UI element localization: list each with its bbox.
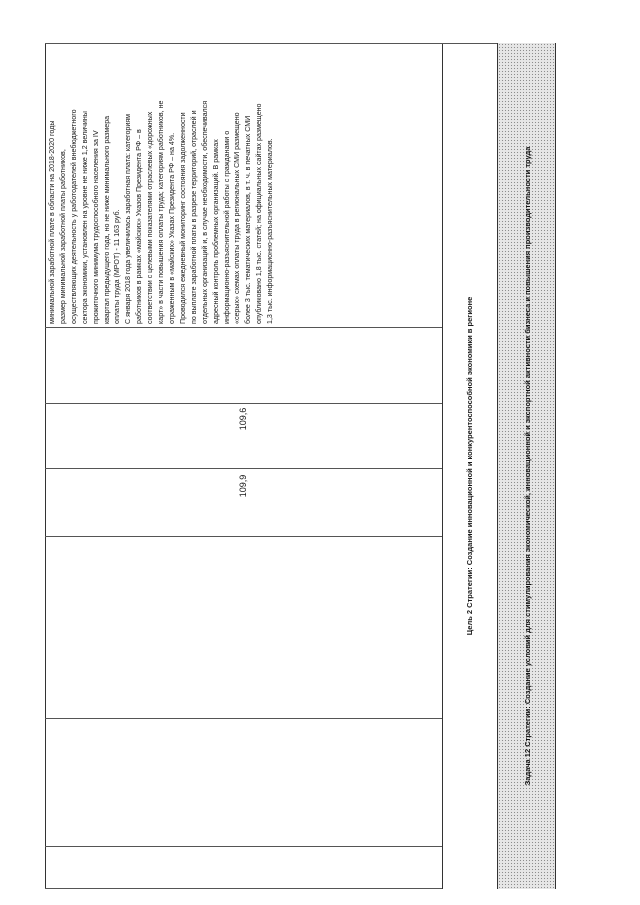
strategy-task-row (497, 43, 556, 889)
strategy-goal-text: Цель 2 Стратегии: Создание инновационной и конкурентоспособной экономики в регионе (465, 296, 474, 636)
column-divider (45, 888, 442, 889)
value-cell-2: 109,6 (238, 407, 248, 431)
strategy-goal-row (442, 43, 497, 889)
column-divider (45, 718, 442, 719)
rotated-table-page (45, 43, 556, 889)
column-divider (45, 846, 442, 847)
column-divider (45, 536, 442, 537)
value-cell-1: 109,9 (238, 474, 248, 498)
table-top-border (45, 43, 46, 889)
strategy-task-text: Задача 12 Стратегии: Создание условий для стимулирования экономической, инновационной и экспортной активности бизнеса и повышения производительности труда (523, 146, 532, 786)
measures-description: минимальной заработной плате в области на 2018-2020 годы размер минимальной заработной платы работников, осуществляющих деятельность у работодателей внебюджетного сектора экономики, установлен на уровне не ниже 1,2 величины прожиточного минимума трудоспособного населения за IV квартал предыдущего года, но не ниже минимального размера оплаты труда (МРОТ) - 11 163 руб. С января 2018 года увеличилась заработная плата: категориям работников в рамках «майских» Указов Президента РФ – в соответствии с целевыми показателями отраслевых «дорожных карт» в части повышения оплаты труда; категориям работников, не отраженным в «майских» Указах Президента РФ – на 4%. Проводился ежедневный мониторинг состояния задолженности по выплате заработной платы в разрезе территорий, отраслей и отдельных организаций и, в случае необходимости, обеспечивался адресный контроль проблемных организаций. В рамках информационно-разъяснительной работы с гражданами о «серых» схемах оплаты труда в региональных СМИ размещено более 3 тыс. тематических материалов, в т. ч. в печатных СМИ опубликовано 1,8 тыс. статей; на официальных сайтах размещено 1,3 тыс. информационно-разъяснительных материалов. (48, 100, 275, 324)
column-divider (45, 327, 442, 328)
